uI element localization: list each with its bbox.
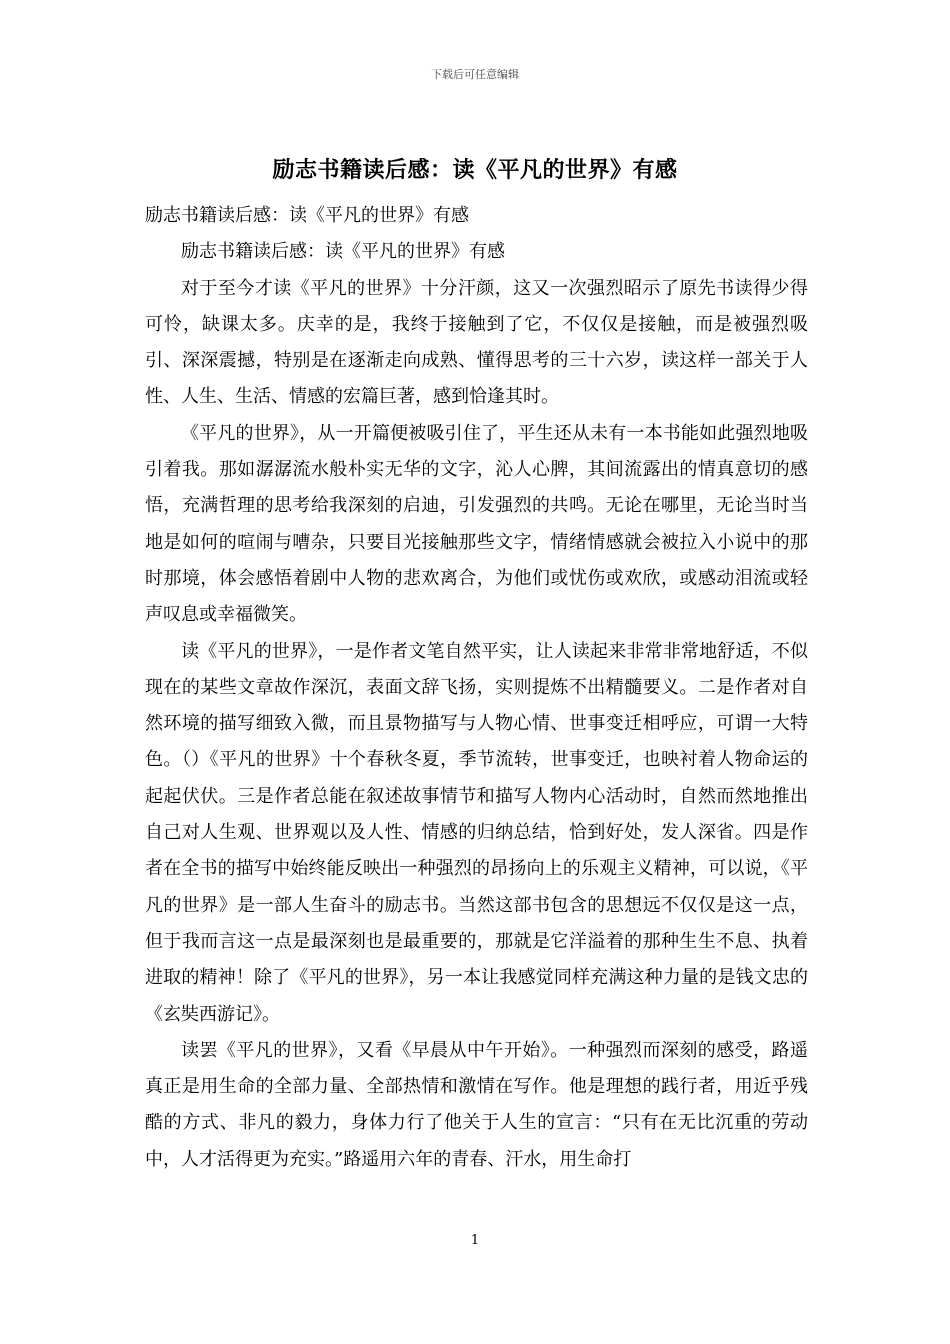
paragraph: 励志书籍读后感：读《平凡的世界》有感	[181, 241, 505, 263]
document-body	[145, 198, 808, 1178]
document-title: 励志书籍读后感：读《平凡的世界》有感	[272, 157, 678, 183]
paragraph: 《平凡的世界》，从一开篇便被吸引住了，平生还从未有一本书能如此强烈地吸引着我。那如潺潺流水般朴实无华的文字，沁人心脾，其间流露出的情真意切的感悟，充满哲理的思考给我深刻的启迪，引发强烈的共鸣。无论在哪里，无论当时当地是如何的喧闹与嘈杂，只要目光接触那些文字，情绪情感就会被拉入小说中的那时那境，体会感悟着剧中人物的悲欢离合，为他们或忧伤或欢欣，或感动泪流或轻声叹息或幸福微笑。	[145, 422, 808, 626]
paragraph: 读罢《平凡的世界》，又看《早晨从中午开始》。一种强烈而深刻的感受，路遥真正是用生命的全部力量、全部热情和激情在写作。他是理想的践行者，用近乎残酷的方式、非凡的毅力，身体力行了他关于人生的宣言：“只有在无比沉重的劳动中，人才活得更为充实。”路遥用六年的青春、汗水，用生命打	[145, 1039, 808, 1170]
page-number: 1	[470, 1233, 480, 1248]
header-note: 下载后可任意编辑	[431, 68, 519, 81]
paragraph: 读《平凡的世界》，一是作者文笔自然平实，让人读起来非常非常地舒适，不似现在的某些文章故作深沉，表面文辞飞扬，实则提炼不出精髓要义。二是作者对自然环境的描写细致入微，而且景物描写与人物心情、世事变迁相呼应，可谓一大特色。（）《平凡的世界》十个春秋冬夏，季节流转，世事变迁，也映衬着人物命运的起起伏伏。三是作者总能在叙述故事情节和描写人物内心活动时，自然而然地推出自己对人生观、世界观以及人性、情感的归纳总结，恰到好处，发人深省。四是作者在全书的描写中始终能反映出一种强烈的昂扬向上的乐观主义精神，可以说，《平凡的世界》是一部人生奋斗的励志书。当然这部书包含的思想远不仅仅是这一点，但于我而言这一点是最深刻也是最重要的，那就是它洋溢着的那种生生不息、执着进取的精神！除了《平凡的世界》，另一本让我感觉同样充满这种力量的是钱文忠的《玄奘西游记》。	[145, 640, 808, 1025]
paragraph: 对于至今才读《平凡的世界》十分汗颜，这又一次强烈昭示了原先书读得少得可怜，缺课太多。庆幸的是，我终于接触到了它，不仅仅是接触，而是被强烈吸引、深深震撼，特别是在逐渐走向成熟、懂得思考的三十六岁，读这样一部关于人性、人生、生活、情感的宏篇巨著，感到恰逢其时。	[145, 277, 808, 408]
subtitle-line: 励志书籍读后感：读《平凡的世界》有感	[145, 205, 469, 226]
